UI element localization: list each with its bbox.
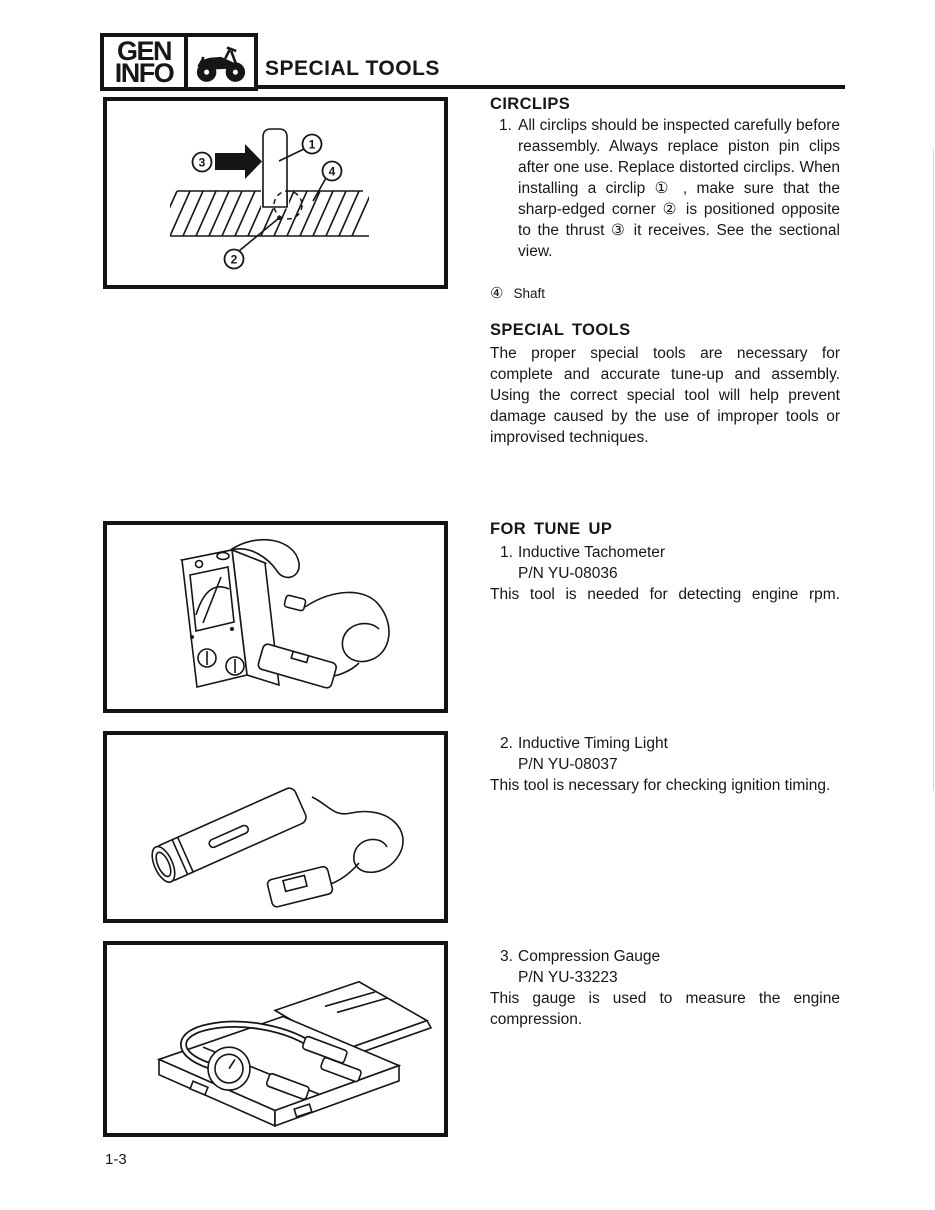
svg-text:2: 2 [230, 252, 238, 267]
tune-up-tool-3 [490, 946, 840, 1030]
tachometer-drawing [107, 525, 444, 709]
tachometer-figure [103, 521, 448, 713]
header-rule [256, 85, 845, 89]
figure-label-3 [193, 153, 212, 172]
tune-up-tool-1 [490, 519, 840, 605]
circlips-item-number: 1. [499, 117, 512, 134]
section-tab [100, 33, 258, 91]
svg-text:4: 4 [328, 164, 336, 179]
timing-light-drawing [107, 735, 444, 919]
timing-light-body [148, 786, 309, 885]
svg-text:3: 3 [198, 155, 206, 170]
figure-label-2 [225, 250, 244, 269]
tool-3-name: Compression Gauge [518, 948, 661, 965]
section-tab-label [104, 37, 188, 87]
thrust-arrow [215, 144, 262, 179]
shaft-callout-label: Shaft [513, 286, 545, 301]
figure-label-1 [303, 135, 322, 154]
figure-label-4 [323, 162, 342, 181]
circlip-figure [103, 97, 448, 289]
tool-2-description: This tool is necessary for checking ignition timing. [490, 777, 831, 794]
tool-2-number: 2. [500, 735, 513, 752]
scan-artifact [933, 150, 934, 790]
tool-2-name: Inductive Timing Light [518, 735, 668, 752]
special-tools-heading: SPECIAL TOOLS [490, 321, 631, 339]
tool-3-part-number: P/N YU-33223 [518, 969, 618, 986]
tune-up-heading: FOR TUNE UP [490, 520, 613, 538]
circlip-shape [263, 129, 287, 207]
tool-1-name: Inductive Tachometer [518, 544, 666, 561]
section-tab-line1: GEN [116, 36, 171, 66]
shaft-callout-number: ④ [490, 285, 504, 302]
compression-gauge-drawing [107, 945, 444, 1133]
timing-light-figure [103, 731, 448, 923]
tool-1-description: This tool is needed for detecting engine rpm. [490, 586, 840, 603]
circlips-section [490, 95, 840, 262]
shaft-callout [490, 285, 840, 303]
tool-1-part-number: P/N YU-08036 [518, 565, 618, 582]
tool-1-number: 1. [500, 544, 513, 561]
page-number: 1-3 [105, 1151, 127, 1168]
tune-up-tool-2 [490, 733, 840, 796]
page-title: SPECIAL TOOLS [265, 57, 440, 80]
timing-light-clamp [267, 866, 334, 908]
tool-3-description: This gauge is used to measure the engine compression. [490, 990, 840, 1028]
special-tools-body: The proper special tools are necessary for complete and accurate tune-up and assembly. Using the correct special tool will help prevent damage caused by the use of improper tools or improvised techniques. [490, 345, 840, 446]
tool-2-part-number: P/N YU-08037 [518, 756, 618, 773]
circlip-drawing [107, 101, 444, 285]
tool-3-number: 3. [500, 948, 513, 965]
svg-text:1: 1 [308, 137, 316, 152]
section-tab-line2: INFO [114, 58, 174, 88]
circlips-body: All circlips should be inspected carefully before reassembly. Always replace piston pin clips after one use. Replace distorted circlips. When installing a circlip ① , make sure that the sharp-edged corner ② is positioned opposite to the thrust ③ it receives. See the sectional view. [518, 117, 840, 260]
compression-gauge-figure [103, 941, 448, 1137]
special-tools-section [490, 321, 840, 448]
circlips-heading: CIRCLIPS [490, 95, 571, 113]
atv-icon [188, 37, 254, 87]
